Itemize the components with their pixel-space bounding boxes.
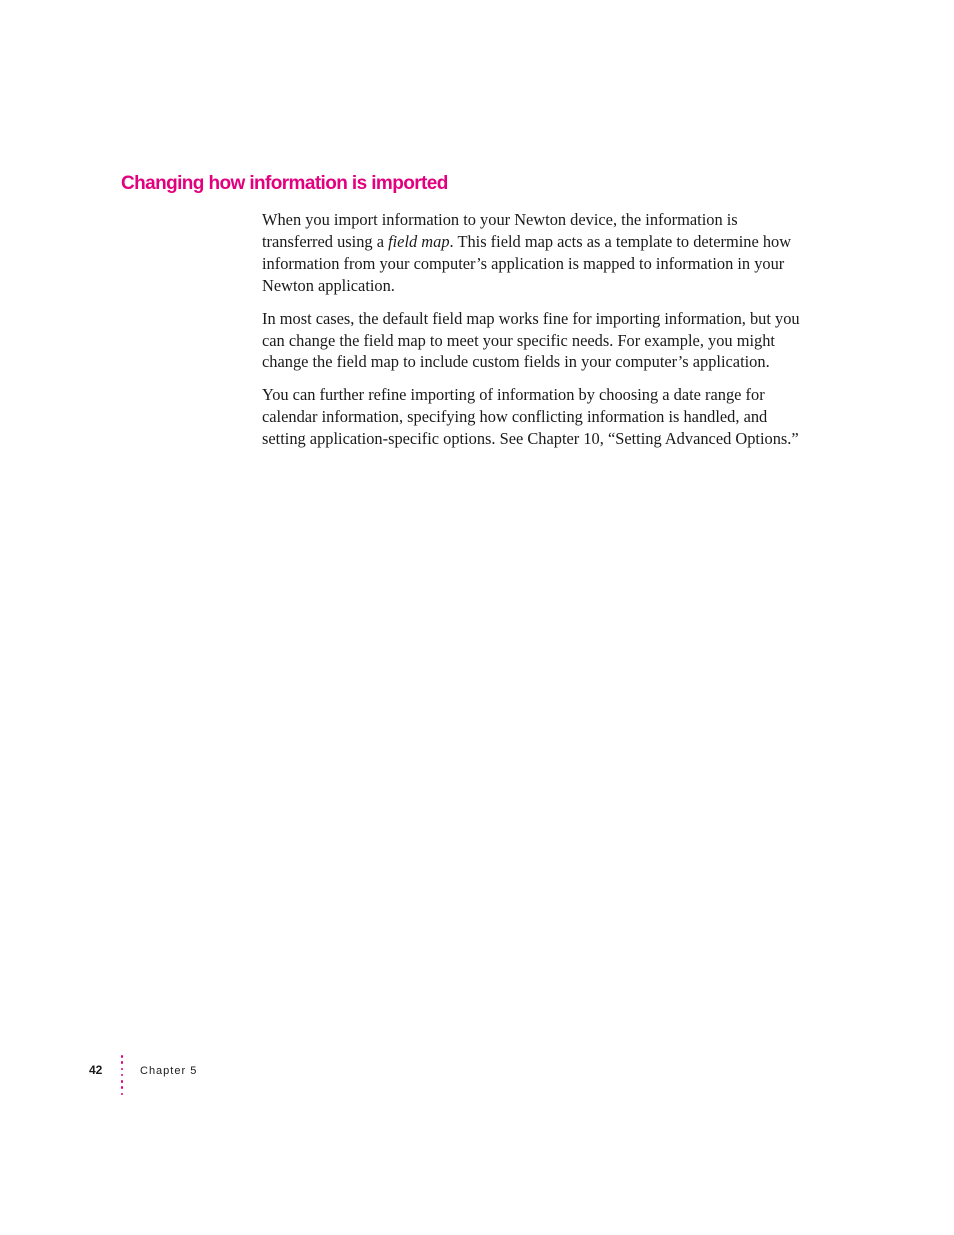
divider-dot	[121, 1068, 124, 1071]
divider-dot	[121, 1086, 124, 1089]
divider-dot	[121, 1080, 124, 1083]
section-heading: Changing how information is imported	[121, 173, 448, 194]
divider-dot	[121, 1055, 124, 1058]
dotted-divider	[120, 1055, 124, 1095]
page-number: 42	[89, 1063, 103, 1077]
body-text	[262, 209, 810, 461]
paragraph-1-text-end: . This field map acts as a template to determine how information from your computer’s application is mapped to information in your Newton application.	[262, 231, 792, 295]
paragraph-refine-importing: You can further refine importing of information by choosing a date range for calendar information, specifying how conflicting information is handled, and setting application-specific options. See Chapter 10, “Setting Advanced Options.”	[262, 385, 799, 449]
paragraph-field-map	[262, 209, 810, 297]
field-map-term: field map	[388, 231, 450, 251]
divider-dot	[121, 1074, 124, 1077]
divider-dot	[121, 1061, 124, 1064]
divider-dot	[121, 1093, 124, 1096]
chapter-label: Chapter 5	[140, 1065, 198, 1077]
paragraph-1-text-start: When you import information to your Newton device, the information is transferred using a	[262, 210, 738, 251]
paragraph-default-field-map: In most cases, the default field map works fine for importing information, but you can change the field map to meet your specific needs. For example, you might change the field map to include custom fields in your computer’s application.	[262, 308, 800, 372]
